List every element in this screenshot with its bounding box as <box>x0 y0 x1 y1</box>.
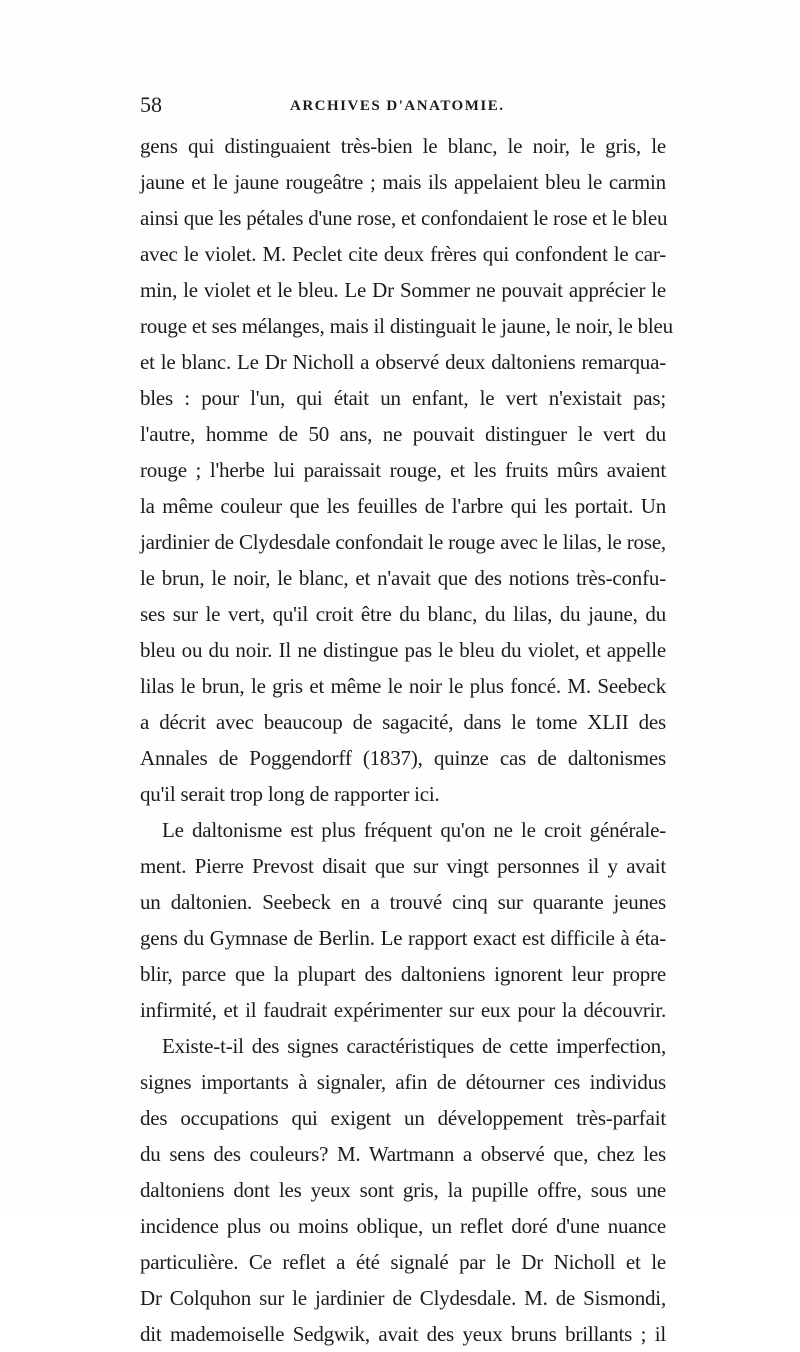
text-line: l'autre, homme de 50 ans, ne pouvait distinguer le vert du <box>140 422 666 446</box>
text-line: dit mademoiselle Sedgwik, avait des yeux bruns brillants ; il <box>140 1322 666 1346</box>
text-line: Existe-t-il des signes caractéristiques de cette imperfection, <box>162 1034 666 1058</box>
text-line: des occupations qui exigent un développement très-parfait <box>140 1106 666 1130</box>
text-line: Dr Colquhon sur le jardinier de Clydesdale. M. de Sismondi, <box>140 1286 666 1310</box>
text-line: qu'il serait trop long de rapporter ici. <box>140 782 440 806</box>
text-line: ainsi que les pétales d'une rose, et confondaient le rose et le bleu <box>140 206 668 230</box>
text-line: avec le violet. M. Peclet cite deux frères qui confondent le car- <box>140 242 666 266</box>
page-number: 58 <box>140 92 162 117</box>
text-line: le brun, le noir, le blanc, et n'avait que des notions très-confu- <box>140 566 666 590</box>
text-line: daltoniens dont les yeux sont gris, la pupille offre, sous une <box>140 1178 666 1202</box>
text-line: gens du Gymnase de Berlin. Le rapport exact est difficile à éta- <box>140 926 666 950</box>
text-line: gens qui distinguaient très-bien le blanc, le noir, le gris, le <box>140 134 666 158</box>
text-line: la même couleur que les feuilles de l'arbre qui les portait. Un <box>140 494 666 518</box>
text-line: a décrit avec beaucoup de sagacité, dans le tome XLII des <box>140 710 666 734</box>
body-text <box>140 128 673 1352</box>
text-line: rouge ; l'herbe lui paraissait rouge, et les fruits mûrs avaient <box>140 458 666 482</box>
text-line: min, le violet et le bleu. Le Dr Sommer ne pouvait apprécier le <box>140 278 666 302</box>
text-line: jaune et le jaune rougeâtre ; mais ils appelaient bleu le carmin <box>140 170 666 194</box>
text-line: infirmité, et il faudrait expérimenter sur eux pour la découvrir. <box>140 998 666 1022</box>
text-line: rouge et ses mélanges, mais il distinguait le jaune, le noir, le bleu <box>140 314 673 338</box>
text-line: un daltonien. Seebeck en a trouvé cinq sur quarante jeunes <box>140 890 666 914</box>
text-line: blir, parce que la plupart des daltoniens ignorent leur propre <box>140 962 666 986</box>
text-line: du sens des couleurs? M. Wartmann a observé que, chez les <box>140 1142 666 1166</box>
text-line: ses sur le vert, qu'il croit être du blanc, du lilas, du jaune, du <box>140 602 666 626</box>
text-line: Le daltonisme est plus fréquent qu'on ne le croit générale- <box>162 818 666 842</box>
text-line: incidence plus ou moins oblique, un reflet doré d'une nuance <box>140 1214 666 1238</box>
text-line: et le blanc. Le Dr Nicholl a observé deux daltoniens remarqua- <box>140 350 666 374</box>
text-line: particulière. Ce reflet a été signalé par le Dr Nicholl et le <box>140 1250 666 1274</box>
text-line: ment. Pierre Prevost disait que sur vingt personnes il y avait <box>140 854 666 878</box>
text-line: signes importants à signaler, afin de détourner ces individus <box>140 1070 666 1094</box>
text-line: jardinier de Clydesdale confondait le rouge avec le lilas, le rose, <box>140 530 666 554</box>
text-line: bleu ou du noir. Il ne distingue pas le bleu du violet, et appelle <box>140 638 666 662</box>
text-line: bles : pour l'un, qui était un enfant, le vert n'existait pas; <box>140 386 666 410</box>
running-head: ARCHIVES D'ANATOMIE. <box>290 98 505 114</box>
text-line: Annales de Poggendorff (1837), quinze cas de daltonismes <box>140 746 666 770</box>
page-header <box>140 92 665 120</box>
text-line: lilas le brun, le gris et même le noir le plus foncé. M. Seebeck <box>140 674 666 698</box>
